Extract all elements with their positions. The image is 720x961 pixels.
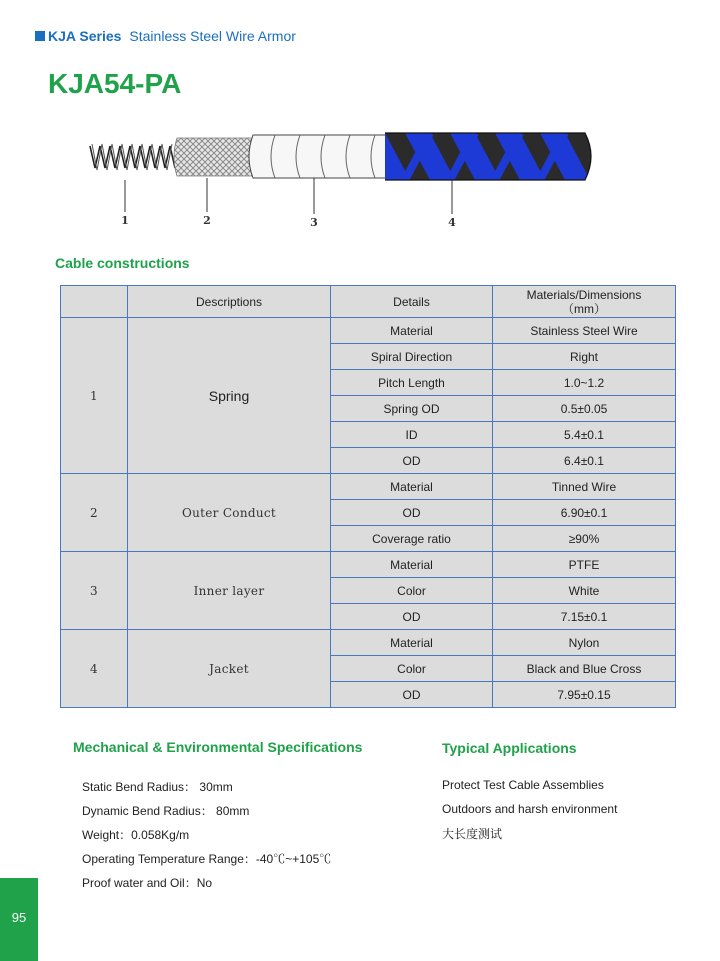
value-cell: Stainless Steel Wire bbox=[493, 318, 676, 344]
group-description: Jacket bbox=[128, 630, 331, 708]
cable-structure-diagram bbox=[85, 120, 615, 240]
cable-constructions-table bbox=[60, 285, 676, 708]
mech-spec-item: Proof water and Oil：No bbox=[82, 876, 213, 890]
detail-cell: Pitch Length bbox=[331, 370, 493, 396]
detail-cell: Color bbox=[331, 578, 493, 604]
group-number: 4 bbox=[61, 630, 128, 708]
jacket-layer bbox=[385, 133, 610, 180]
value-cell: Tinned Wire bbox=[493, 474, 676, 500]
mech-spec-item: Static Bend Radius： 30mm bbox=[82, 780, 233, 794]
group-number: 1 bbox=[61, 318, 128, 474]
mech-spec-item: Dynamic Bend Radius： 80mm bbox=[82, 804, 250, 818]
constructions-title: Cable constructions bbox=[55, 255, 190, 271]
group-number: 3 bbox=[61, 552, 128, 630]
value-cell: 7.15±0.1 bbox=[493, 604, 676, 630]
value-cell: Nylon bbox=[493, 630, 676, 656]
table-row bbox=[61, 318, 676, 344]
diagram-label-2: 2 bbox=[203, 214, 211, 227]
table-header-cell: Details bbox=[331, 286, 493, 318]
value-cell: Right bbox=[493, 344, 676, 370]
application-item: 大长度测试 bbox=[442, 827, 503, 841]
value-cell: 6.90±0.1 bbox=[493, 500, 676, 526]
group-description: Inner layer bbox=[128, 552, 331, 630]
value-cell: PTFE bbox=[493, 552, 676, 578]
detail-cell: Color bbox=[331, 656, 493, 682]
application-item: Outdoors and harsh environment bbox=[442, 802, 618, 816]
series-header bbox=[35, 28, 296, 44]
detail-cell: Spring OD bbox=[331, 396, 493, 422]
value-cell: ≥90% bbox=[493, 526, 676, 552]
value-cell: 5.4±0.1 bbox=[493, 422, 676, 448]
value-cell: 1.0~1.2 bbox=[493, 370, 676, 396]
table-header-cell bbox=[61, 286, 128, 318]
value-cell: White bbox=[493, 578, 676, 604]
detail-cell: OD bbox=[331, 500, 493, 526]
square-bullet-icon bbox=[35, 31, 45, 41]
detail-cell: Material bbox=[331, 474, 493, 500]
value-cell: 0.5±0.05 bbox=[493, 396, 676, 422]
diagram-label-3: 3 bbox=[310, 216, 318, 229]
detail-cell: OD bbox=[331, 682, 493, 708]
table-header-cell: Descriptions bbox=[128, 286, 331, 318]
applications-title: Typical Applications bbox=[442, 740, 577, 756]
value-cell: 6.4±0.1 bbox=[493, 448, 676, 474]
detail-cell: OD bbox=[331, 448, 493, 474]
page-title: KJA54-PA bbox=[48, 68, 182, 99]
mech-spec-title: Mechanical & Environmental Specifications bbox=[73, 739, 363, 755]
group-number: 2 bbox=[61, 474, 128, 552]
mech-spec-item: Operating Temperature Range：-40℃~+105℃ bbox=[82, 852, 332, 866]
value-cell: Black and Blue Cross bbox=[493, 656, 676, 682]
detail-cell: Material bbox=[331, 630, 493, 656]
page-number: 95 bbox=[11, 910, 27, 925]
group-description: Outer Conduct bbox=[128, 474, 331, 552]
series-subtitle: Stainless Steel Wire Armor bbox=[129, 28, 296, 44]
table-header-cell: Materials/Dimensions （mm） bbox=[493, 286, 676, 318]
table-row bbox=[61, 552, 676, 578]
detail-cell: Material bbox=[331, 552, 493, 578]
mech-spec-item: Weight：0.058Kg/m bbox=[82, 828, 190, 842]
detail-cell: Spiral Direction bbox=[331, 344, 493, 370]
table-row bbox=[61, 630, 676, 656]
value-cell: 7.95±0.15 bbox=[493, 682, 676, 708]
group-description: Spring bbox=[128, 318, 331, 474]
application-item: Protect Test Cable Assemblies bbox=[442, 778, 604, 792]
diagram-label-1: 1 bbox=[121, 214, 129, 227]
table-header-row bbox=[61, 286, 676, 318]
table-row bbox=[61, 474, 676, 500]
detail-cell: Material bbox=[331, 318, 493, 344]
detail-cell: ID bbox=[331, 422, 493, 448]
diagram-label-4: 4 bbox=[448, 216, 456, 229]
braid-layer bbox=[174, 138, 260, 176]
detail-cell: OD bbox=[331, 604, 493, 630]
series-name: KJA Series bbox=[48, 28, 122, 44]
detail-cell: Coverage ratio bbox=[331, 526, 493, 552]
